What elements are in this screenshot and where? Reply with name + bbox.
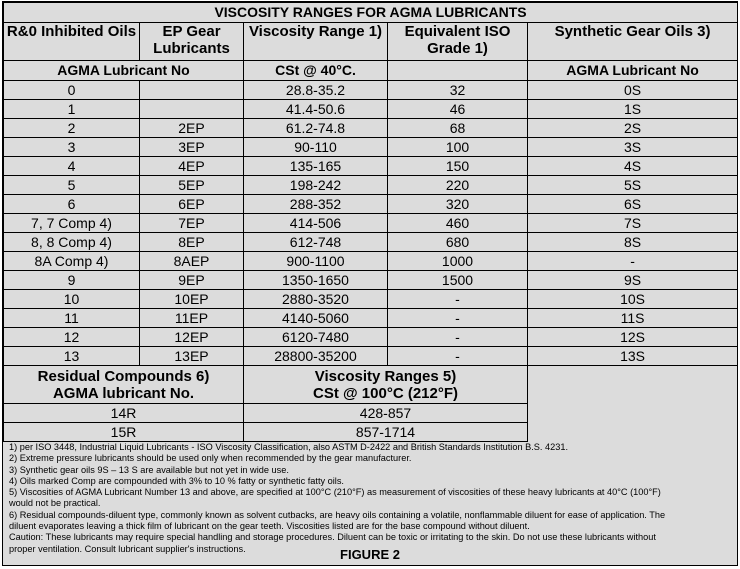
- cell-ep: 10EP: [140, 290, 244, 309]
- table-row: [4, 233, 738, 252]
- cell-rao: 6: [4, 195, 140, 214]
- cell-ep: 4EP: [140, 157, 244, 176]
- cell-rao: 10: [4, 290, 140, 309]
- footnote-line: 1) per ISO 3448, Industrial Liquid Lubricants - ISO Viscosity Classification, also ASTM D-2422 and British Standards Institution B.S. 4231.: [9, 442, 569, 452]
- cell-iso: -: [388, 290, 528, 309]
- cell-iso: 320: [388, 195, 528, 214]
- cell-rao: 4: [4, 157, 140, 176]
- cell-viscosity: 288-352: [244, 195, 388, 214]
- cell-rao: 3: [4, 138, 140, 157]
- header-iso: Equivalent ISO Grade 1): [388, 23, 528, 61]
- cell-iso: -: [388, 347, 528, 366]
- table-row: [4, 252, 738, 271]
- header-synthetic: Synthetic Gear Oils 3): [528, 23, 738, 61]
- cell-viscosity: 28.8-35.2: [244, 81, 388, 100]
- cell-synthetic: 3S: [528, 138, 738, 157]
- cell-synthetic: 0S: [528, 81, 738, 100]
- cell-ep: 12EP: [140, 328, 244, 347]
- residual-no: 14R: [4, 404, 244, 423]
- cell-synthetic: 6S: [528, 195, 738, 214]
- cell-rao: 9: [4, 271, 140, 290]
- footnote-line: 5) Viscosities of AGMA Lubricant Number 13 and above, are specified at 100°C (210°F) as measurement of viscosities of these heavy lubricants at 40°C (100°F): [9, 487, 661, 498]
- footnote-line: Caution: These lubricants may require special handling and storage procedures. Diluent can be toxic or irritating to the skin. Do not use these lubricants without: [9, 532, 656, 543]
- cell-viscosity: 90-110: [244, 138, 388, 157]
- residual-visc-line2: CSt @ 100°C (212°F): [313, 384, 458, 402]
- cell-iso: -: [388, 309, 528, 328]
- cell-viscosity: 135-165: [244, 157, 388, 176]
- figure-label: FIGURE 2: [340, 547, 400, 562]
- cell-synthetic: 12S: [528, 328, 738, 347]
- cell-rao: 2: [4, 119, 140, 138]
- cell-rao: 8, 8 Comp 4): [4, 233, 140, 252]
- table-row: [4, 100, 738, 119]
- cell-rao: 5: [4, 176, 140, 195]
- residual-blank-cell: [528, 366, 738, 442]
- cell-rao: 12: [4, 328, 140, 347]
- table-row: [4, 271, 738, 290]
- cell-iso: 220: [388, 176, 528, 195]
- subheader-syn-agma: AGMA Lubricant No: [528, 61, 738, 81]
- subheader-blank: [388, 61, 528, 81]
- residual-no: 15R: [4, 423, 244, 442]
- cell-iso: -: [388, 328, 528, 347]
- residual-header: [4, 366, 244, 404]
- subheader-agma: AGMA Lubricant No: [4, 61, 244, 81]
- cell-iso: 1000: [388, 252, 528, 271]
- cell-synthetic: 13S: [528, 347, 738, 366]
- header-row: [4, 23, 738, 61]
- cell-iso: 32: [388, 81, 528, 100]
- footnote-line: would not be practical.: [9, 498, 101, 509]
- table-row: [4, 81, 738, 100]
- cell-ep: 8AEP: [140, 252, 244, 271]
- table-row: [4, 176, 738, 195]
- cell-viscosity: 414-506: [244, 214, 388, 233]
- table-row: [4, 290, 738, 309]
- cell-ep: 8EP: [140, 233, 244, 252]
- residual-visc: 857-1714: [244, 423, 528, 442]
- table-row: [4, 195, 738, 214]
- cell-ep: 11EP: [140, 309, 244, 328]
- cell-iso: 68: [388, 119, 528, 138]
- table-row: [4, 328, 738, 347]
- cell-ep: [140, 100, 244, 119]
- cell-iso: 150: [388, 157, 528, 176]
- header-viscosity: Viscosity Range 1): [244, 23, 388, 61]
- footnote-line: 6) Residual compounds-diluent type, commonly known as solvent cutbacks, are heavy oils containing a volatile, nonflammable diluent for ease of application. The: [9, 509, 666, 520]
- subheader-row: [4, 61, 738, 81]
- cell-viscosity: 2880-3520: [244, 290, 388, 309]
- footnote-line: 2) Extreme pressure lubricants should be used only when recommended by the gear manufacturer.: [9, 453, 412, 464]
- footnote-line: diluent evaporates leaving a thick film of lubricant on the gear teeth. Viscosities listed are for the base compound without diluent.: [9, 521, 530, 532]
- cell-viscosity: 6120-7480: [244, 328, 388, 347]
- cell-viscosity: 28800-35200: [244, 347, 388, 366]
- cell-synthetic: 11S: [528, 309, 738, 328]
- table-row: [4, 138, 738, 157]
- cell-ep: 9EP: [140, 271, 244, 290]
- cell-synthetic: 4S: [528, 157, 738, 176]
- cell-iso: 46: [388, 100, 528, 119]
- cell-iso: 680: [388, 233, 528, 252]
- cell-viscosity: 1350-1650: [244, 271, 388, 290]
- table-row: [4, 214, 738, 233]
- cell-synthetic: -: [528, 252, 738, 271]
- residual-viscosity-header: [244, 366, 528, 404]
- footnotes: [9, 442, 733, 555]
- header-rao: R&0 Inhibited Oils: [4, 23, 140, 61]
- cell-ep: 2EP: [140, 119, 244, 138]
- cell-synthetic: 10S: [528, 290, 738, 309]
- cell-iso: 100: [388, 138, 528, 157]
- viscosity-table: [3, 2, 738, 442]
- cell-synthetic: 1S: [528, 100, 738, 119]
- table-row: [4, 347, 738, 366]
- cell-synthetic: 7S: [528, 214, 738, 233]
- footnote-line: 4) Oils marked Comp are compounded with 3% to 10 % fatty or synthetic fatty oils.: [9, 475, 344, 486]
- cell-ep: 3EP: [140, 138, 244, 157]
- table-row: [4, 119, 738, 138]
- subheader-cst: CSt @ 40°C.: [244, 61, 388, 81]
- table-title: VISCOSITY RANGES FOR AGMA LUBRICANTS: [4, 3, 738, 23]
- cell-ep: 7EP: [140, 214, 244, 233]
- residual-header-line2: AGMA lubricant No.: [52, 384, 195, 402]
- cell-synthetic: 5S: [528, 176, 738, 195]
- cell-ep: 13EP: [140, 347, 244, 366]
- cell-iso: 1500: [388, 271, 528, 290]
- cell-rao: 7, 7 Comp 4): [4, 214, 140, 233]
- residual-header-row: [4, 366, 738, 404]
- cell-viscosity: 41.4-50.6: [244, 100, 388, 119]
- cell-viscosity: 198-242: [244, 176, 388, 195]
- footnote-line: proper ventilation. Consult lubricant supplier's instructions.: [9, 543, 246, 554]
- cell-viscosity: 900-1100: [244, 252, 388, 271]
- table-row: [4, 309, 738, 328]
- title-row: [4, 3, 738, 23]
- cell-rao: 11: [4, 309, 140, 328]
- cell-ep: 6EP: [140, 195, 244, 214]
- cell-rao: 8A Comp 4): [4, 252, 140, 271]
- cell-viscosity: 612-748: [244, 233, 388, 252]
- cell-rao: 0: [4, 81, 140, 100]
- cell-ep: 5EP: [140, 176, 244, 195]
- table-row: [4, 157, 738, 176]
- residual-visc: 428-857: [244, 404, 528, 423]
- viscosity-figure: [2, 1, 738, 566]
- cell-viscosity: 61.2-74.8: [244, 119, 388, 138]
- cell-viscosity: 4140-5060: [244, 309, 388, 328]
- cell-rao: 1: [4, 100, 140, 119]
- cell-synthetic: 8S: [528, 233, 738, 252]
- header-ep: EP Gear Lubricants: [140, 23, 244, 61]
- footnote-line: 3) Synthetic gear oils 9S – 13 S are available but not yet in wide use.: [9, 464, 289, 475]
- residual-header-line1: Residual Compounds 6): [37, 367, 210, 385]
- cell-synthetic: 2S: [528, 119, 738, 138]
- cell-rao: 13: [4, 347, 140, 366]
- cell-synthetic: 9S: [528, 271, 738, 290]
- residual-visc-line1: Viscosity Ranges 5): [314, 367, 457, 385]
- cell-iso: 460: [388, 214, 528, 233]
- cell-ep: [140, 81, 244, 100]
